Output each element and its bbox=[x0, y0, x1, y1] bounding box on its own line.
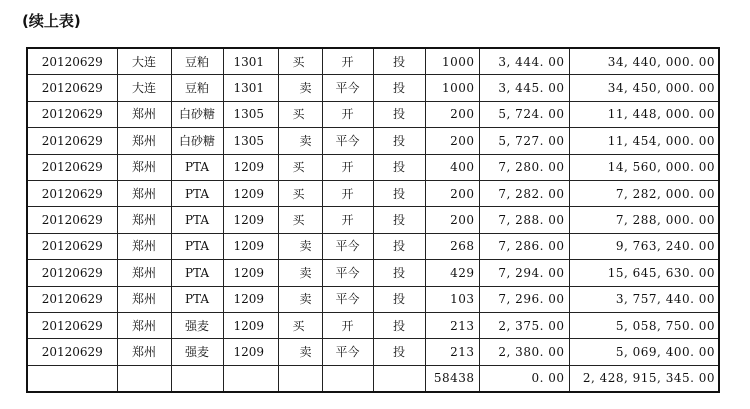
speculation-cell: 投 bbox=[373, 101, 425, 127]
table-row bbox=[27, 75, 719, 101]
table-row bbox=[27, 128, 719, 154]
trade-date-cell: 20120629 bbox=[27, 154, 117, 180]
table-row bbox=[27, 48, 719, 75]
product-cell: 强麦 bbox=[171, 312, 223, 338]
empty-cell bbox=[27, 365, 117, 392]
trade-date-cell: 20120629 bbox=[27, 233, 117, 259]
empty-cell bbox=[278, 365, 322, 392]
trade-table bbox=[26, 47, 720, 393]
contract-cell: 1209 bbox=[223, 339, 278, 365]
direction-cell: 卖 bbox=[278, 75, 322, 101]
open-close-cell: 开 bbox=[322, 48, 373, 75]
product-cell: PTA bbox=[171, 260, 223, 286]
table-row bbox=[27, 154, 719, 180]
empty-cell bbox=[373, 365, 425, 392]
exchange-cell: 郑州 bbox=[117, 154, 171, 180]
exchange-cell: 大连 bbox=[117, 75, 171, 101]
price-cell: 2, 380. 00 bbox=[479, 339, 569, 365]
contract-cell: 1301 bbox=[223, 75, 278, 101]
speculation-cell: 投 bbox=[373, 75, 425, 101]
quantity-cell: 1000 bbox=[425, 48, 479, 75]
contract-cell: 1209 bbox=[223, 286, 278, 312]
direction-cell: 买 bbox=[278, 207, 322, 233]
amount-cell: 14, 560, 000. 00 bbox=[569, 154, 719, 180]
quantity-cell: 200 bbox=[425, 207, 479, 233]
table-caption: (续上表) bbox=[22, 12, 81, 30]
price-cell: 7, 286. 00 bbox=[479, 233, 569, 259]
direction-cell: 卖 bbox=[278, 128, 322, 154]
quantity-cell: 213 bbox=[425, 312, 479, 338]
amount-cell: 34, 450, 000. 00 bbox=[569, 75, 719, 101]
direction-cell: 卖 bbox=[278, 233, 322, 259]
open-close-cell: 平今 bbox=[322, 75, 373, 101]
amount-cell: 3, 757, 440. 00 bbox=[569, 286, 719, 312]
amount-cell: 9, 763, 240. 00 bbox=[569, 233, 719, 259]
price-cell: 7, 282. 00 bbox=[479, 180, 569, 206]
trade-date-cell: 20120629 bbox=[27, 286, 117, 312]
speculation-cell: 投 bbox=[373, 48, 425, 75]
direction-cell: 买 bbox=[278, 48, 322, 75]
direction-cell: 卖 bbox=[278, 260, 322, 286]
amount-cell: 7, 288, 000. 00 bbox=[569, 207, 719, 233]
product-cell: 强麦 bbox=[171, 339, 223, 365]
speculation-cell: 投 bbox=[373, 233, 425, 259]
trade-date-cell: 20120629 bbox=[27, 48, 117, 75]
table-row bbox=[27, 207, 719, 233]
exchange-cell: 郑州 bbox=[117, 312, 171, 338]
table-row bbox=[27, 312, 719, 338]
product-cell: PTA bbox=[171, 207, 223, 233]
table-row bbox=[27, 233, 719, 259]
trade-date-cell: 20120629 bbox=[27, 339, 117, 365]
contract-cell: 1209 bbox=[223, 180, 278, 206]
table-row bbox=[27, 260, 719, 286]
amount-cell: 11, 448, 000. 00 bbox=[569, 101, 719, 127]
quantity-cell: 268 bbox=[425, 233, 479, 259]
table-row bbox=[27, 180, 719, 206]
price-cell: 7, 280. 00 bbox=[479, 154, 569, 180]
open-close-cell: 平今 bbox=[322, 286, 373, 312]
contract-cell: 1301 bbox=[223, 48, 278, 75]
contract-cell: 1209 bbox=[223, 207, 278, 233]
price-cell: 7, 296. 00 bbox=[479, 286, 569, 312]
quantity-cell: 103 bbox=[425, 286, 479, 312]
total-quantity-cell: 58438 bbox=[425, 365, 479, 392]
speculation-cell: 投 bbox=[373, 339, 425, 365]
amount-cell: 34, 440, 000. 00 bbox=[569, 48, 719, 75]
direction-cell: 买 bbox=[278, 180, 322, 206]
open-close-cell: 开 bbox=[322, 180, 373, 206]
amount-cell: 11, 454, 000. 00 bbox=[569, 128, 719, 154]
empty-cell bbox=[322, 365, 373, 392]
exchange-cell: 郑州 bbox=[117, 286, 171, 312]
open-close-cell: 开 bbox=[322, 154, 373, 180]
exchange-cell: 郑州 bbox=[117, 101, 171, 127]
direction-cell: 卖 bbox=[278, 339, 322, 365]
trade-date-cell: 20120629 bbox=[27, 128, 117, 154]
contract-cell: 1305 bbox=[223, 128, 278, 154]
price-cell: 7, 288. 00 bbox=[479, 207, 569, 233]
contract-cell: 1209 bbox=[223, 312, 278, 338]
empty-cell bbox=[117, 365, 171, 392]
exchange-cell: 郑州 bbox=[117, 180, 171, 206]
table-row bbox=[27, 286, 719, 312]
contract-cell: 1305 bbox=[223, 101, 278, 127]
product-cell: 白砂糖 bbox=[171, 128, 223, 154]
open-close-cell: 开 bbox=[322, 312, 373, 338]
speculation-cell: 投 bbox=[373, 180, 425, 206]
open-close-cell: 平今 bbox=[322, 339, 373, 365]
open-close-cell: 平今 bbox=[322, 260, 373, 286]
product-cell: PTA bbox=[171, 180, 223, 206]
product-cell: PTA bbox=[171, 286, 223, 312]
amount-cell: 5, 058, 750. 00 bbox=[569, 312, 719, 338]
quantity-cell: 213 bbox=[425, 339, 479, 365]
direction-cell: 卖 bbox=[278, 286, 322, 312]
contract-cell: 1209 bbox=[223, 154, 278, 180]
quantity-cell: 200 bbox=[425, 180, 479, 206]
total-amount-cell: 2, 428, 915, 345. 00 bbox=[569, 365, 719, 392]
exchange-cell: 郑州 bbox=[117, 207, 171, 233]
speculation-cell: 投 bbox=[373, 260, 425, 286]
empty-cell bbox=[223, 365, 278, 392]
trade-date-cell: 20120629 bbox=[27, 75, 117, 101]
empty-cell bbox=[171, 365, 223, 392]
speculation-cell: 投 bbox=[373, 128, 425, 154]
contract-cell: 1209 bbox=[223, 233, 278, 259]
open-close-cell: 平今 bbox=[322, 128, 373, 154]
price-cell: 7, 294. 00 bbox=[479, 260, 569, 286]
trade-date-cell: 20120629 bbox=[27, 207, 117, 233]
price-cell: 5, 727. 00 bbox=[479, 128, 569, 154]
product-cell: 豆粕 bbox=[171, 75, 223, 101]
price-cell: 3, 445. 00 bbox=[479, 75, 569, 101]
exchange-cell: 郑州 bbox=[117, 128, 171, 154]
direction-cell: 买 bbox=[278, 312, 322, 338]
speculation-cell: 投 bbox=[373, 286, 425, 312]
product-cell: PTA bbox=[171, 233, 223, 259]
trade-date-cell: 20120629 bbox=[27, 101, 117, 127]
exchange-cell: 大连 bbox=[117, 48, 171, 75]
product-cell: PTA bbox=[171, 154, 223, 180]
open-close-cell: 开 bbox=[322, 207, 373, 233]
total-price-cell: 0. 00 bbox=[479, 365, 569, 392]
product-cell: 豆粕 bbox=[171, 48, 223, 75]
direction-cell: 买 bbox=[278, 154, 322, 180]
quantity-cell: 1000 bbox=[425, 75, 479, 101]
product-cell: 白砂糖 bbox=[171, 101, 223, 127]
contract-cell: 1209 bbox=[223, 260, 278, 286]
open-close-cell: 平今 bbox=[322, 233, 373, 259]
quantity-cell: 200 bbox=[425, 101, 479, 127]
exchange-cell: 郑州 bbox=[117, 260, 171, 286]
table-row bbox=[27, 339, 719, 365]
amount-cell: 7, 282, 000. 00 bbox=[569, 180, 719, 206]
speculation-cell: 投 bbox=[373, 207, 425, 233]
quantity-cell: 200 bbox=[425, 128, 479, 154]
exchange-cell: 郑州 bbox=[117, 233, 171, 259]
price-cell: 3, 444. 00 bbox=[479, 48, 569, 75]
speculation-cell: 投 bbox=[373, 154, 425, 180]
table-row bbox=[27, 101, 719, 127]
trade-date-cell: 20120629 bbox=[27, 260, 117, 286]
total-row bbox=[27, 365, 719, 392]
amount-cell: 5, 069, 400. 00 bbox=[569, 339, 719, 365]
trade-date-cell: 20120629 bbox=[27, 180, 117, 206]
quantity-cell: 429 bbox=[425, 260, 479, 286]
speculation-cell: 投 bbox=[373, 312, 425, 338]
trade-date-cell: 20120629 bbox=[27, 312, 117, 338]
price-cell: 5, 724. 00 bbox=[479, 101, 569, 127]
direction-cell: 买 bbox=[278, 101, 322, 127]
open-close-cell: 开 bbox=[322, 101, 373, 127]
exchange-cell: 郑州 bbox=[117, 339, 171, 365]
trade-table-body bbox=[27, 48, 719, 392]
amount-cell: 15, 645, 630. 00 bbox=[569, 260, 719, 286]
price-cell: 2, 375. 00 bbox=[479, 312, 569, 338]
quantity-cell: 400 bbox=[425, 154, 479, 180]
